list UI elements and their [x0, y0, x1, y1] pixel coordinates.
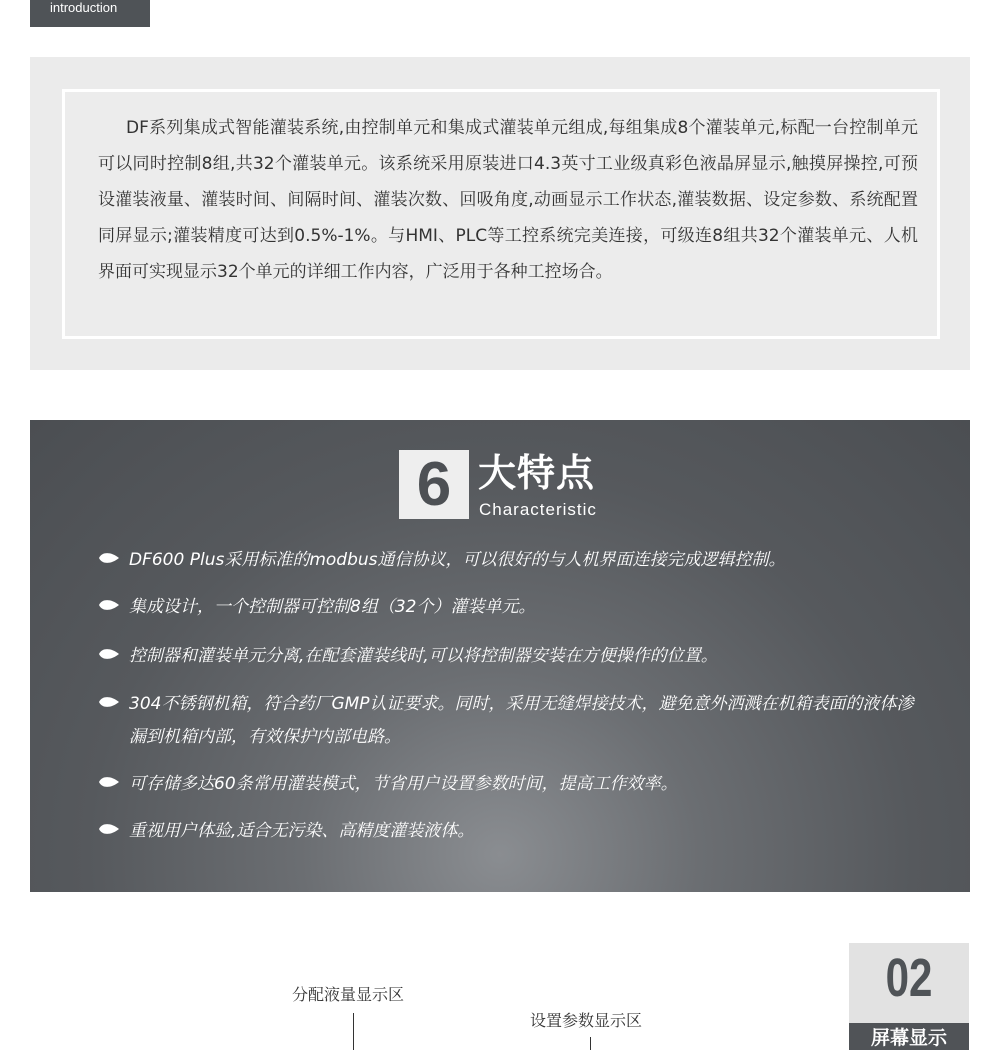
leaf-bullet-icon	[98, 775, 120, 789]
features-section	[30, 420, 970, 892]
feature-text: 重视用户体验,适合无污染、高精度灌装液体。	[129, 821, 475, 841]
section-number-badge	[849, 943, 969, 1023]
leaf-bullet-icon	[98, 822, 120, 836]
section-number: 02	[885, 948, 933, 1008]
callout-params-line	[590, 1037, 591, 1050]
leaf-bullet-icon	[98, 647, 120, 661]
callout-volume-line	[353, 1013, 354, 1050]
feature-text: 控制器和灌装单元分离,在配套灌装线时,可以将控制器安装在方便操作的位置。	[129, 646, 718, 666]
features-title: 大特点	[478, 451, 596, 495]
introduction-tab-label: introduction	[50, 0, 118, 15]
callout-params-display: 设置参数显示区	[530, 1011, 643, 1030]
features-number-badge: 6	[399, 450, 469, 519]
feature-text: 304不锈钢机箱，符合药厂GMP认证要求。同时，采用无缝焊接技术，避免意外洒溅在机箱表面的液体渗漏到机箱内部，有效保护内部电路。	[129, 694, 914, 747]
feature-text: 集成设计，一个控制器可控制8组（32个）灌装单元。	[129, 597, 536, 617]
section-label: 屏幕显示	[849, 1023, 969, 1050]
feature-text: 可存储多达60条常用灌装模式，节省用户设置参数时间，提高工作效率。	[129, 774, 678, 794]
introduction-box	[62, 89, 940, 339]
introduction-section	[30, 57, 970, 370]
leaf-bullet-icon	[98, 551, 120, 565]
leaf-bullet-icon	[98, 598, 120, 612]
introduction-tab	[30, 0, 150, 27]
features-subtitle: Characteristic	[479, 500, 597, 519]
introduction-text: DF系列集成式智能灌装系统,由控制单元和集成式灌装单元组成,每组集成8个灌装单元,标配一台控制单元可以同时控制8组,共32个灌装单元。该系统采用原装进口4.3英寸工业级真彩色液晶屏显示,触摸屏操控,可预设灌装液量、灌装时间、间隔时间、灌装次数、回吸角度,动画显示工作状态,灌装数据、设定参数、系统配置同屏显示;灌装精度可达到0.5%-1%。与HMI、PLC等工控系统完美连接，可级连8组共32个灌装单元、人机界面可实现显示32个单元的详细工作内容，广泛用于各种工控场合。	[98, 118, 918, 282]
feature-text: DF600 Plus采用标准的modbus通信协议，可以很好的与人机界面连接完成逻辑控制。	[129, 550, 786, 570]
callout-volume-display: 分配液量显示区	[292, 985, 405, 1004]
leaf-bullet-icon	[98, 695, 120, 709]
